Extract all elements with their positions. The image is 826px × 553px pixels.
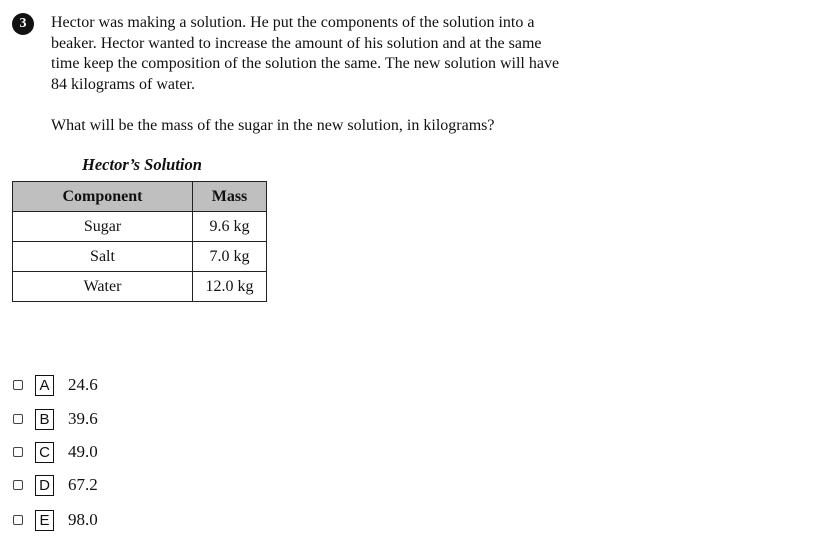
table-header-row bbox=[13, 182, 267, 212]
header-mass: Mass bbox=[193, 182, 267, 212]
cell-mass: 7.0 kg bbox=[193, 242, 267, 272]
table-title: Hector’s Solution bbox=[82, 155, 202, 174]
answer-option-b[interactable] bbox=[13, 408, 98, 430]
question-prompt: What will be the mass of the sugar in the new solution, in kilograms? bbox=[51, 117, 495, 134]
solution-table bbox=[12, 181, 267, 302]
header-component: Component bbox=[13, 182, 193, 212]
option-value: 24.6 bbox=[68, 375, 98, 394]
option-letter: E bbox=[35, 510, 54, 531]
option-value: 39.6 bbox=[68, 409, 98, 428]
option-checkbox[interactable] bbox=[13, 447, 23, 457]
option-letter: C bbox=[35, 442, 54, 463]
option-checkbox[interactable] bbox=[13, 380, 23, 390]
stem-line: beaker. Hector wanted to increase the amount of his solution and at the same bbox=[51, 34, 542, 52]
answer-option-a[interactable] bbox=[13, 374, 98, 396]
stem-line: time keep the composition of the solution the same. The new solution will have bbox=[51, 55, 560, 72]
option-letter: D bbox=[35, 475, 54, 496]
cell-mass: 12.0 kg bbox=[193, 272, 267, 302]
option-letter: A bbox=[35, 375, 54, 396]
option-checkbox[interactable] bbox=[13, 515, 23, 525]
table-row bbox=[13, 272, 267, 302]
question-stem bbox=[51, 13, 631, 95]
cell-mass: 9.6 kg bbox=[193, 212, 267, 242]
option-letter: B bbox=[35, 409, 54, 430]
option-value: 49.0 bbox=[68, 442, 98, 461]
question-number-badge: 3 bbox=[12, 13, 34, 35]
option-checkbox[interactable] bbox=[13, 480, 23, 490]
answer-option-d[interactable] bbox=[13, 474, 98, 496]
option-value: 98.0 bbox=[68, 510, 98, 529]
option-value: 67.2 bbox=[68, 475, 98, 494]
option-checkbox[interactable] bbox=[13, 414, 23, 424]
cell-component: Sugar bbox=[13, 212, 193, 242]
table-row bbox=[13, 212, 267, 242]
stem-line: 84 kilograms of water. bbox=[51, 75, 195, 93]
answer-option-c[interactable] bbox=[13, 441, 98, 463]
table-row bbox=[13, 242, 267, 272]
answer-option-e[interactable] bbox=[13, 509, 98, 531]
cell-component: Water bbox=[13, 272, 193, 302]
cell-component: Salt bbox=[13, 242, 193, 272]
stem-line: Hector was making a solution. He put the components of the solution into a bbox=[51, 14, 535, 31]
